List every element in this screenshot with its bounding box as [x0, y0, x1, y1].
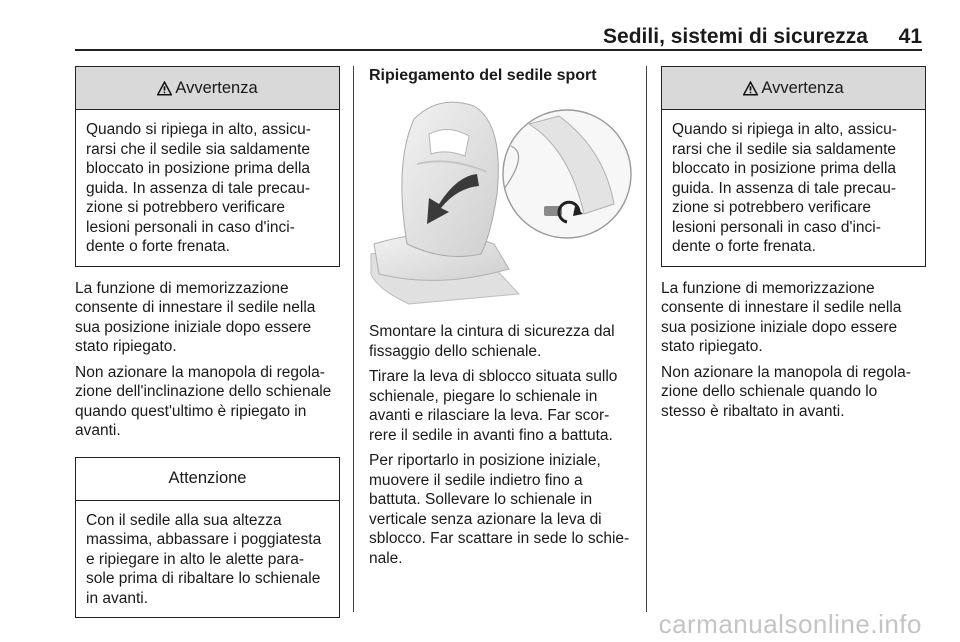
page-number: 41 — [898, 25, 922, 48]
warning-box-header — [76, 67, 339, 110]
text-line: stato ripiegato. — [75, 338, 177, 355]
text-line: nale. — [369, 549, 403, 567]
text-line: avanti e rilasciare la leva. Far scor- — [369, 407, 610, 424]
warning-text — [662, 110, 925, 266]
text-line: rarsi che il sedile sia saldamente — [86, 140, 310, 158]
column-divider-2 — [646, 66, 647, 612]
section-title: Ripiegamento del sedile sport — [369, 67, 597, 84]
warning-title: Avvertenza — [175, 78, 258, 97]
text-line: lesioni personali in caso d'inci- — [672, 218, 881, 236]
text-line: lesioni personali in caso d'inci- — [86, 218, 295, 236]
text-line: Non azionare la manopola di regola- — [75, 363, 325, 381]
text-line: La funzione di memorizzazione — [75, 279, 289, 297]
text-line: Quando si ripiega in alto, assicu- — [672, 121, 897, 138]
text-line: muovere il sedile indietro fino a — [369, 471, 583, 489]
headrest-opening — [429, 129, 469, 156]
paragraph — [369, 367, 634, 445]
text-line: guida. In assenza di tale precau- — [86, 179, 311, 197]
paragraph — [369, 322, 634, 361]
text-line: consente di innestare il sedile nella — [661, 299, 902, 316]
text-line: dente o forte frenata. — [86, 238, 230, 255]
text-line: massima, abbassare i poggiatesta — [86, 531, 322, 548]
text-line: fissaggio dello schienale. — [369, 342, 542, 360]
warning-triangle-icon — [157, 81, 172, 96]
text-line: quando quest'ultimo è ripiegato in — [75, 402, 307, 420]
text-line: sole prima di ribaltare lo schienale — [86, 570, 321, 587]
right-column — [661, 66, 926, 427]
text-line: Per riportarlo in posizione iniziale, — [369, 452, 601, 469]
text-line: consente di innestare il sedile nella — [75, 299, 316, 316]
text-line: Tirare la leva di sblocco situata sullo — [369, 368, 618, 385]
text-line: rarsi che il sedile sia saldamente — [672, 140, 896, 158]
text-line: stesso è ribaltato in avanti. — [661, 402, 845, 420]
warning-text — [76, 110, 339, 266]
text-line: avanti. — [75, 422, 121, 439]
paragraph — [75, 279, 340, 357]
attention-box — [75, 457, 340, 619]
warning-title: Avvertenza — [761, 78, 844, 97]
watermark: carmanualsonline.info — [658, 609, 922, 639]
paragraph — [75, 363, 340, 441]
attention-box-header — [76, 458, 339, 501]
warning-box — [75, 66, 340, 267]
text-line: schienale, piegare lo schienale in — [369, 387, 598, 405]
warning-box-header — [662, 67, 925, 110]
text-line: sua posizione iniziale dopo essere — [75, 318, 312, 336]
warning-triangle-icon — [743, 81, 758, 96]
text-line: Smontare la cintura di sicurezza dal — [369, 323, 615, 340]
text-line: dente o forte frenata. — [672, 238, 816, 255]
text-line: zione dello schienale quando lo — [661, 383, 878, 400]
text-line: Non azionare la manopola di regola- — [661, 363, 911, 381]
seat-illustration — [369, 94, 634, 308]
text-line: battuta. Sollevare lo schienale in — [369, 491, 593, 508]
text-line: La funzione di memorizzazione — [661, 279, 875, 297]
paragraph — [661, 279, 926, 357]
text-line: rere il sedile in avanti fino a battuta. — [369, 426, 613, 444]
text-line: zione si potrebbero verificare — [672, 199, 872, 216]
paragraph — [661, 363, 926, 422]
attention-title: Attenzione — [168, 469, 247, 487]
text-line: verticale senza azionare la leva di — [369, 510, 602, 528]
paragraph — [369, 451, 634, 568]
attention-text — [76, 501, 339, 618]
header-rule — [75, 49, 922, 51]
text-line: bloccato in posizione prima della — [86, 160, 311, 177]
text-line: zione dell'inclinazione dello schienale — [75, 383, 332, 400]
column-divider-1 — [353, 66, 354, 612]
left-column — [75, 66, 340, 618]
text-line: sblocco. Far scattare in sede lo schie- — [369, 530, 630, 547]
header-title: Sedili, sistemi di sicurezza — [603, 25, 868, 48]
text-line: sua posizione iniziale dopo essere — [661, 318, 898, 336]
text-line: e ripiegare in alto le alette para- — [86, 550, 304, 568]
text-line: zione si potrebbero verificare — [86, 199, 286, 216]
text-line: Quando si ripiega in alto, assicu- — [86, 121, 311, 138]
middle-column — [369, 66, 634, 574]
text-line: stato ripiegato. — [661, 338, 763, 355]
text-line: bloccato in posizione prima della — [672, 160, 897, 177]
text-line: guida. In assenza di tale precau- — [672, 179, 897, 197]
seat-backrest — [402, 102, 498, 256]
text-line: Con il sedile alla sua altezza — [86, 511, 282, 529]
warning-box — [661, 66, 926, 267]
text-line: in avanti. — [86, 589, 149, 607]
